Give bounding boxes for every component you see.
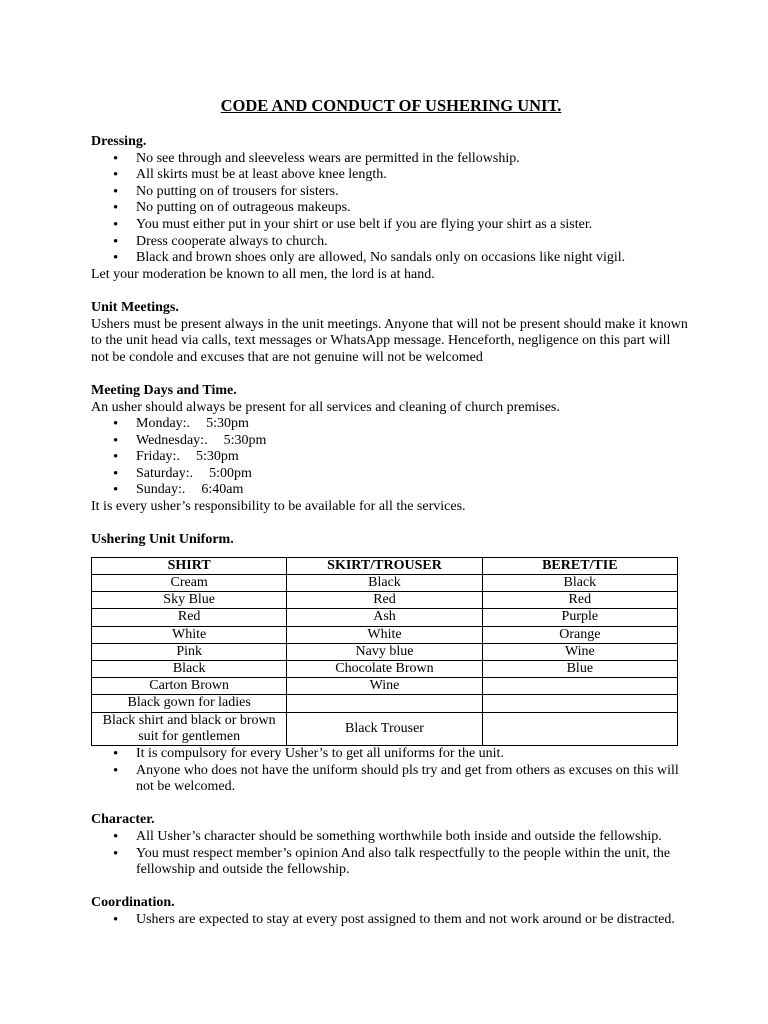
list-item: • You must either put in your shirt or use belt if you are flying your shirt as a sister. <box>136 217 691 234</box>
column-header: SHIRT <box>92 557 287 574</box>
table-cell <box>482 678 677 695</box>
table-row <box>92 575 678 592</box>
character-heading: Character. <box>91 812 155 828</box>
list-item: • It is compulsory for every Usher’s to get all uniforms for the unit. <box>136 746 691 763</box>
list-item: • All Usher’s character should be something worthwhile both inside and outside the fellowship. <box>136 829 691 846</box>
table-cell: White <box>92 626 287 643</box>
table-cell: Blue <box>482 661 677 678</box>
list-item <box>136 449 691 466</box>
day-name: Sunday:. <box>136 482 186 498</box>
day-name: Wednesday:. <box>136 432 208 448</box>
table-cell: Black gown for ladies <box>92 695 287 712</box>
day-name: Friday:. <box>136 449 180 465</box>
day-time: 5:30pm <box>223 432 267 448</box>
list-item: • Ushers are expected to stay at every post assigned to them and not work around or be distracted. <box>136 912 691 929</box>
table-cell: Red <box>482 592 677 609</box>
table-cell: Wine <box>287 678 482 695</box>
list-item: • No putting on of outrageous makeups. <box>136 200 691 217</box>
list-item: • All skirts must be at least above knee length. <box>136 167 691 184</box>
table-row <box>92 661 678 678</box>
list-item: • Dress cooperate always to church. <box>136 234 691 251</box>
table-cell <box>482 712 677 745</box>
day-name: Monday:. <box>136 416 191 432</box>
meetings-body: Ushers must be present always in the unit meetings. Anyone that will not be present should make it known to the unit head via calls, text messages or WhatsApp message. Henceforth, negligence on this part will not be condole and excuses that are not genuine will not be welcomed <box>91 316 688 365</box>
table-cell: Wine <box>482 643 677 660</box>
meeting-days-intro: An usher should always be present for all services and cleaning of church premises. <box>91 399 560 415</box>
table-row <box>92 626 678 643</box>
list-item <box>136 482 691 499</box>
table-cell: Pink <box>92 643 287 660</box>
table-cell: Orange <box>482 626 677 643</box>
list-item <box>136 466 691 483</box>
uniform-heading: Ushering Unit Uniform. <box>91 532 234 548</box>
table-cell <box>287 695 482 712</box>
dressing-heading: Dressing. <box>91 134 147 149</box>
list-item <box>136 433 691 450</box>
day-name: Saturday:. <box>136 465 194 481</box>
table-cell: Chocolate Brown <box>287 661 482 678</box>
table-header-row <box>92 557 678 574</box>
list-item: • No see through and sleeveless wears are permitted in the fellowship. <box>136 151 691 168</box>
table-cell: Black Trouser <box>287 712 482 745</box>
day-time: 5:30pm <box>206 416 249 432</box>
meeting-days-heading: Meeting Days and Time. <box>91 382 237 398</box>
meeting-days-footer: It is every usher’s responsibility to be available for all the services. <box>91 499 466 515</box>
document-title: CODE AND CONDUCT OF USHERING UNIT. <box>220 96 562 115</box>
meetings-heading: Unit Meetings. <box>91 299 179 315</box>
uniform-notes-list <box>91 746 691 796</box>
table-row <box>92 678 678 695</box>
table-cell: Black <box>482 575 677 592</box>
coordination-list <box>91 912 691 929</box>
table-cell: Navy blue <box>287 643 482 660</box>
table-cell: Red <box>287 592 482 609</box>
list-item: • Black and brown shoes only are allowed, No sandals only on occasions like night vigil. <box>136 250 691 267</box>
table-cell <box>482 695 677 712</box>
table-row <box>92 643 678 660</box>
table-cell: Carton Brown <box>92 678 287 695</box>
table-cell: Black shirt and black or brown suit for gentlemen <box>92 712 287 745</box>
character-list <box>91 829 691 879</box>
meeting-days-list <box>91 416 691 499</box>
coordination-heading: Coordination. <box>91 895 175 911</box>
table-row <box>92 592 678 609</box>
dressing-footer: Let your moderation be known to all men, the lord is at hand. <box>91 266 435 282</box>
uniform-table <box>91 557 678 746</box>
dressing-list <box>91 151 691 267</box>
table-cell: Black <box>92 661 287 678</box>
table-cell: Sky Blue <box>92 592 287 609</box>
table-row <box>92 712 678 745</box>
list-item: • You must respect member’s opinion And also talk respectfully to the people within the unit, the fellowship and outside the fellowship. <box>136 846 691 879</box>
list-item: • Anyone who does not have the uniform should pls try and get from others as excuses on this will not be welcomed. <box>136 763 691 796</box>
list-item <box>136 416 691 433</box>
table-row <box>92 695 678 712</box>
column-header: BERET/TIE <box>482 557 677 574</box>
table-cell: Cream <box>92 575 287 592</box>
document-page <box>91 96 691 929</box>
table-cell: Ash <box>287 609 482 626</box>
table-cell: Black <box>287 575 482 592</box>
table-row <box>92 609 678 626</box>
table-cell: Red <box>92 609 287 626</box>
table-cell: Purple <box>482 609 677 626</box>
day-time: 5:00pm <box>209 465 252 481</box>
list-item: • No putting on of trousers for sisters. <box>136 184 691 201</box>
table-cell: White <box>287 626 482 643</box>
day-time: 5:30pm <box>195 449 239 465</box>
day-time: 6:40am <box>201 482 244 498</box>
column-header: SKIRT/TROUSER <box>287 557 482 574</box>
